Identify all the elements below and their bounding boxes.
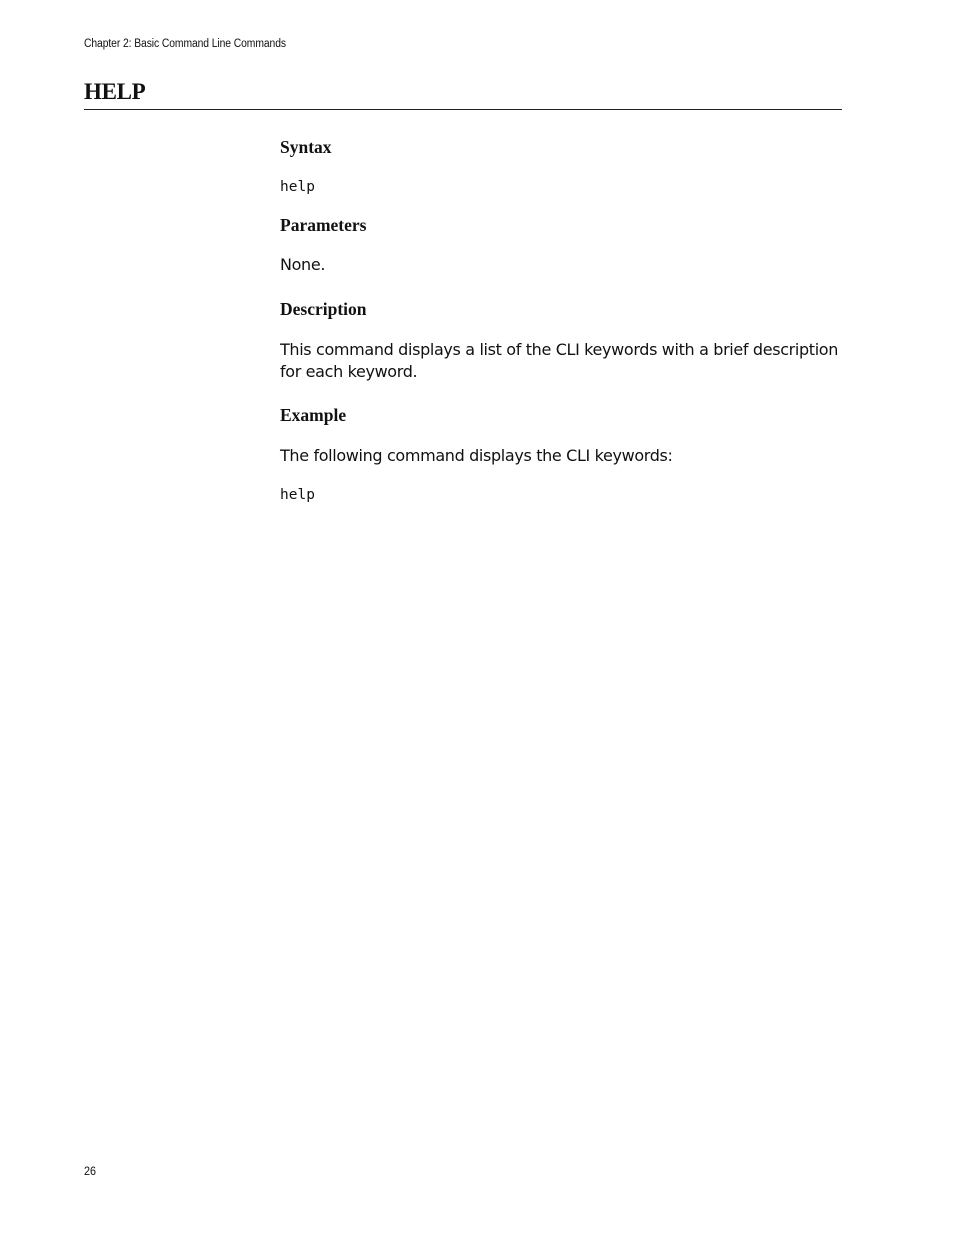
running-header: Chapter 2: Basic Command Line Commands <box>84 38 286 50</box>
syntax-heading: Syntax <box>280 137 332 157</box>
parameters-heading: Parameters <box>280 215 367 235</box>
parameters-text: None. <box>280 255 326 274</box>
syntax-code: help <box>280 179 315 195</box>
title-rule <box>84 109 842 110</box>
example-heading: Example <box>280 405 347 425</box>
example-code: help <box>280 487 315 503</box>
description-text: This command displays a list of the CLI keywords with a brief description for each keyword. <box>280 340 839 381</box>
section-title: HELP <box>84 79 146 104</box>
description-heading: Description <box>280 299 367 319</box>
page-number: 26 <box>84 1164 97 1178</box>
example-text: The following command displays the CLI keywords: <box>280 446 673 465</box>
